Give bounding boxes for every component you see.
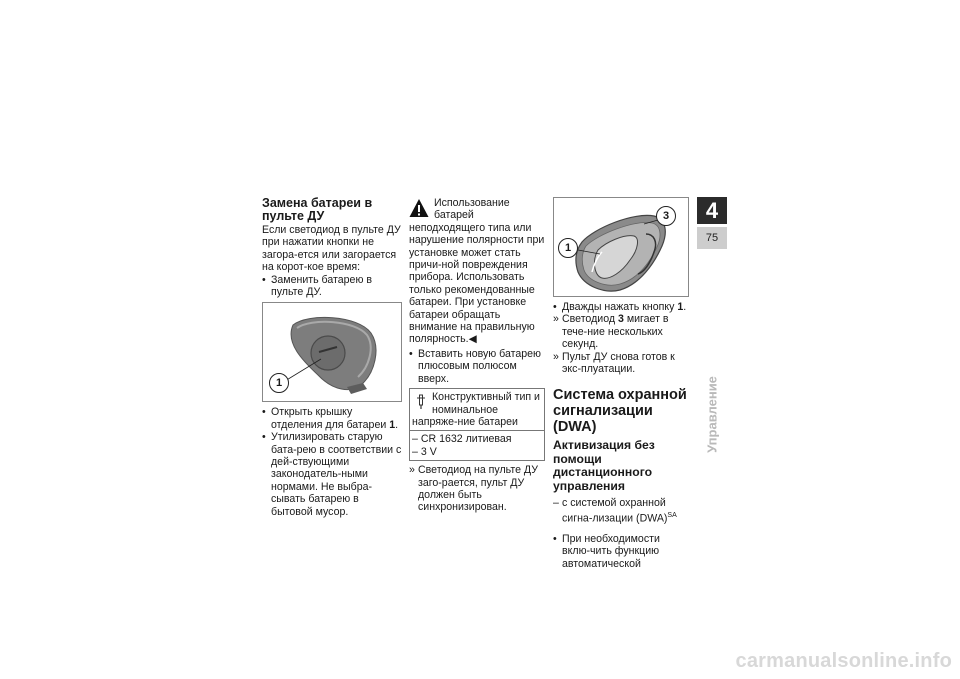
spec-row: – 3 V: [412, 445, 437, 458]
step-list-enable: [553, 533, 690, 570]
list-item: • Открыть крышку отделения для батареи 1.: [262, 406, 399, 431]
column-1: [262, 197, 402, 518]
section-heading-battery: Замена батареи в пульте ДУ: [262, 196, 373, 223]
step-list-insert: [409, 348, 545, 385]
tool-icon: [415, 394, 427, 410]
list-item: » Пульт ДУ снова готов к экс-плуатации.: [553, 350, 675, 376]
option-list: [553, 497, 690, 524]
page-number: 75: [697, 227, 727, 249]
list-item: • Вставить новую батарею плюсовым полюсом вверх.: [409, 347, 542, 385]
callout-1: 1: [269, 373, 289, 393]
warning-block: [409, 197, 545, 346]
remote-battery-cover-figure: [262, 302, 402, 402]
column-3: [553, 197, 690, 570]
chapter-tab: [697, 197, 727, 453]
callout-3: 3: [656, 206, 676, 226]
list-item: » Светодиод 3 мигает в тече-ние нескольких секунд.: [553, 313, 669, 351]
end-mark-icon: ◀: [468, 333, 477, 346]
step-list-press: [553, 301, 690, 375]
warning-triangle-icon: [409, 198, 429, 218]
chapter-number: 4: [697, 197, 727, 224]
list-item: » Светодиод на пульте ДУ заго-рается, пульт ДУ должен быть синхронизирован.: [409, 464, 538, 514]
remote-key-front-figure: [553, 197, 689, 297]
list-item: • При необходимости вклю-чить функцию автоматической: [553, 532, 660, 570]
subheading-activation: Активизация без помощи дистанционного управления: [553, 438, 655, 493]
section-heading-dwa: Система охранной сигнализации (DWA): [553, 387, 687, 436]
warning-text: Использование батарей неподходящего типа или нарушение полярности при установке может стать причи-ной повреждения прибора. Использовать только рекомендованные батареи. При установке батареи обращать внимание на правильную полярность.: [409, 197, 545, 346]
column-2: [409, 197, 545, 514]
intro-text: Если светодиод в пульте ДУ при нажатии кнопки не загора-ется или загорается на корот-кое время:: [262, 224, 401, 274]
section-label: Управление: [704, 376, 720, 453]
spec-row: – CR 1632 литиевая: [412, 433, 512, 446]
list-item: – с системой охранной сигна-лизации (DWA)$^{SA}$: [553, 497, 677, 525]
step-list-a: [262, 274, 402, 299]
list-item: • Утилизировать старую бата-рею в соответствии с дей-ствующими законодатель-ными нормами. Не выбра-сывать батарею в бытовой мусор.: [262, 431, 402, 518]
step-list-b: [262, 406, 402, 518]
list-item: • Заменить батарею в пульте ДУ.: [262, 273, 372, 299]
list-item: • Дважды нажать кнопку 1.: [553, 301, 687, 313]
spec-table-header: Конструктивный тип и номинальное напряже-ние батареи: [410, 389, 545, 431]
spec-table-values: [410, 431, 545, 461]
watermark: carmanualsonline.info: [735, 650, 952, 672]
result-list: [409, 464, 545, 514]
battery-spec-table: [409, 388, 545, 461]
callout-1: 1: [558, 238, 578, 258]
